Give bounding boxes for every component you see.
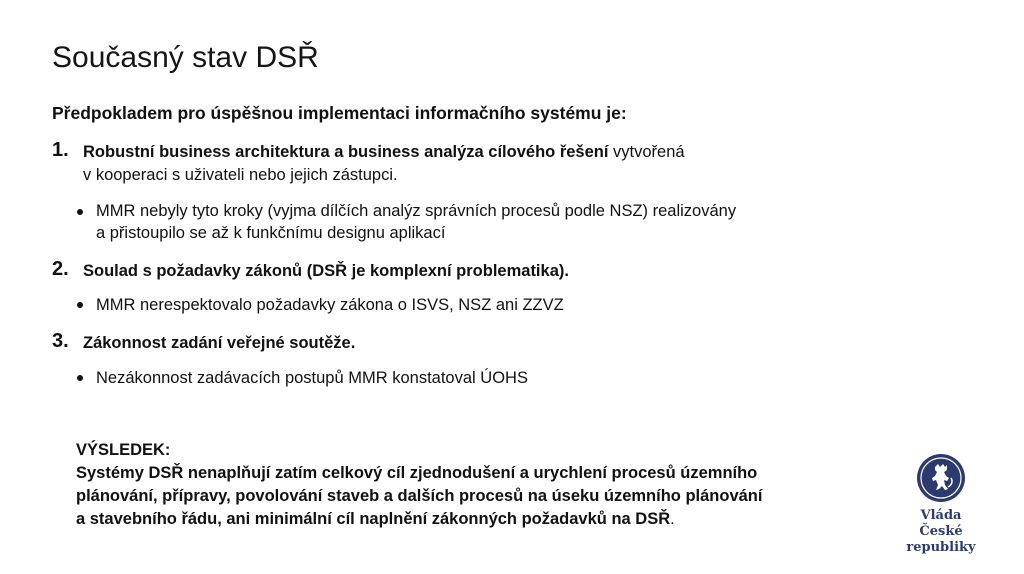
bullet-text-2: MMR nerespektovalo požadavky zákona o ISVS, NSZ ani ZZVZ bbox=[96, 296, 564, 314]
slide-title: Současný stav DSŘ bbox=[52, 41, 319, 74]
result-line-3-end: . bbox=[670, 510, 675, 528]
slide-subtitle: Předpokladem pro úspěšnou implementaci informačního systému je: bbox=[52, 103, 627, 123]
logo-text bbox=[886, 508, 996, 556]
result-line-2: plánování, přípravy, povolování staveb a dalších procesů na úseku územního plánování bbox=[76, 487, 763, 505]
logo-line-1: Vláda bbox=[920, 508, 962, 523]
bullet-text-1 bbox=[96, 200, 816, 244]
bullet-text-3: Nezákonnost zadávacích postupů MMR konstatoval ÚOHS bbox=[96, 369, 528, 387]
item-number-2: 2. bbox=[52, 258, 69, 280]
item-text-3 bbox=[83, 332, 803, 355]
item-bold-1: Robustní business architektura a business analýza cílového řešení bbox=[83, 143, 609, 161]
item-rest-1: vytvořená bbox=[608, 143, 685, 161]
item-number-3: 3. bbox=[52, 330, 69, 352]
lion-emblem-icon bbox=[902, 451, 980, 505]
result-block bbox=[76, 439, 816, 531]
item-text-1 bbox=[83, 141, 803, 187]
bullet-1-line2: a přistoupilo se až k funkčnímu designu aplikací bbox=[96, 224, 446, 242]
result-line-3 bbox=[76, 508, 816, 531]
item-rest-1-line2: v kooperaci s uživateli nebo jejich zástupci. bbox=[83, 166, 398, 184]
bullet-dot-3 bbox=[77, 375, 83, 381]
result-line-3-text: a stavebního řádu, ani minimální cíl naplnění zákonných požadavků na DSŘ bbox=[76, 510, 671, 528]
result-line-1: Systémy DSŘ nenaplňují zatím celkový cíl zjednodušení a urychlení procesů územního bbox=[76, 464, 758, 482]
government-logo bbox=[886, 451, 996, 555]
bullet-1-line1: MMR nebyly tyto kroky (vyjma dílčích analýz správních procesů podle NSZ) realizovány bbox=[96, 202, 737, 220]
bullet-dot-2 bbox=[77, 302, 83, 308]
result-label: VÝSLEDEK: bbox=[76, 441, 171, 459]
item-bold-2: Soulad s požadavky zákonů (DSŘ je komplexní problematika). bbox=[83, 262, 569, 280]
item-bold-3: Zákonnost zadání veřejné soutěže. bbox=[83, 334, 356, 352]
item-number-1: 1. bbox=[52, 139, 69, 161]
item-text-2 bbox=[83, 260, 803, 283]
bullet-dot-1 bbox=[77, 209, 83, 215]
logo-line-2: České republiky bbox=[906, 524, 976, 555]
